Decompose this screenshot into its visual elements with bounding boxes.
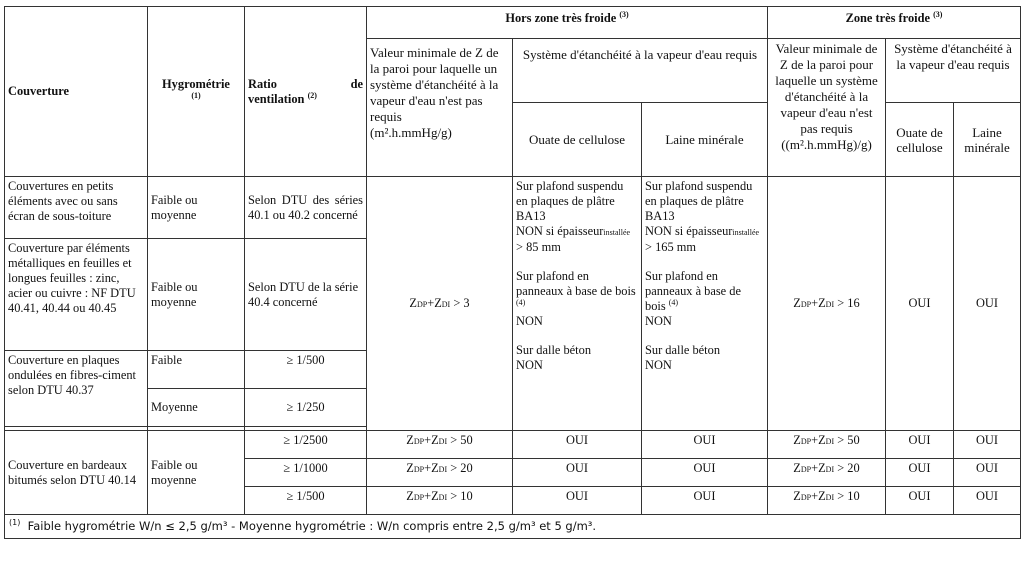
shared-oui-ouate: OUI [886, 177, 954, 431]
header-ouate-zone: Ouate de cellulose [886, 103, 954, 177]
row1-ratio: Selon DTU des séries 40.1 ou 40.2 concerné [245, 177, 367, 239]
row4-ouate: OUI [513, 459, 642, 487]
row4-laine: OUI [642, 431, 768, 459]
row1-couverture: Couvertures en petits éléments avec ou sans écran de sous-toiture [5, 177, 148, 239]
row3-hygrometrie-moyenne: Moyenne [148, 389, 245, 427]
document-page [4, 6, 1020, 539]
row4-z-zone: ZDP+ZDI > 10 [768, 487, 886, 515]
header-zone-tres-froide: Zone très froide $^{(3)}$ [768, 7, 1021, 39]
row4-z-hors: ZDP+ZDI > 20 [367, 459, 513, 487]
row2-ratio: Selon DTU de la série 40.4 concerné [245, 239, 367, 351]
header-hors-zone-tres-froide: Hors zone très froide $^{(3)}$ [367, 7, 768, 39]
row2-hygrometrie: Faible ou moyenne [148, 239, 245, 351]
row4-laine-zone: OUI [954, 487, 1021, 515]
row4-ratio: ≥ 1/2500 [245, 431, 367, 459]
shared-z-hors: ZDP+ZDI > 3 [367, 177, 513, 431]
row4-laine-zone: OUI [954, 431, 1021, 459]
header-systeme-hors: Système d'étanchéité à la vapeur d'eau requis [513, 39, 768, 103]
row4-couverture: Couverture en bardeaux bitumés selon DTU 40.14 [5, 431, 148, 515]
row3-hygrometrie-faible: Faible [148, 351, 245, 389]
header-laine-hors: Laine minérale [642, 103, 768, 177]
row1-hygrometrie: Faible ou moyenne [148, 177, 245, 239]
row4-subrow-1 [5, 431, 1021, 459]
row4-hygrometrie: Faible ou moyenne [148, 431, 245, 515]
row4-ouate-zone: OUI [886, 487, 954, 515]
header-systeme-zone: Système d'étanchéité à la vapeur d'eau requis [886, 39, 1021, 103]
shared-z-zone: ZDP+ZDI > 16 [768, 177, 886, 431]
header-hygrometrie: Hygrométrie $^{(1)}$ [148, 7, 245, 177]
row4-laine: OUI [642, 459, 768, 487]
vapour-barrier-table [4, 6, 1021, 539]
row2-couverture: Couverture par éléments métalliques en feuilles et longues feuilles : zinc, acier ou cuivre : NF DTU 40.41, 40.44 ou 40.45 [5, 239, 148, 351]
header-z-min-zone: Valeur minimale de Z de la paroi pour laquelle un système d'étanchéité à la vapeur d'eau n'est pas requis ((m².h.mmHg)/g) [768, 39, 886, 177]
row4-ouate: OUI [513, 431, 642, 459]
row4-z-hors: ZDP+ZDI > 50 [367, 431, 513, 459]
row4-z-zone: ZDP+ZDI > 50 [768, 431, 886, 459]
header-ratio-ventilation: Ratio de ventilation $^{(2)}$ [245, 7, 367, 177]
row3-couverture: Couverture en plaques ondulées en fibres-ciment selon DTU 40.37 [5, 351, 148, 427]
row4-ouate-zone: OUI [886, 431, 954, 459]
footnote: $^{(1)}$ Faible hygrométrie W/n ≤ 2,5 g/m³ - Moyenne hygrométrie : W/n compris entre 2,5 g/m³ et 5 g/m³. [5, 515, 1021, 539]
header-couverture: Couverture [5, 7, 148, 177]
row4-z-hors: ZDP+ZDI > 10 [367, 487, 513, 515]
header-z-min-hors: Valeur minimale de Z de la paroi pour laquelle un système d'étanchéité à la vapeur d'eau n'est pas requis (m².h.mmHg/g) [367, 39, 513, 177]
row4-laine: OUI [642, 487, 768, 515]
row4-z-zone: ZDP+ZDI > 20 [768, 459, 886, 487]
laine-conditions: Sur plafond suspendu en plaques de plâtre BA13 NON si épaisseurinstallée > 165 mm Sur plafond en panneaux à base de bois $^{(4)}$ NON Sur dalle béton NON [642, 177, 768, 431]
row4-ratio: ≥ 1/1000 [245, 459, 367, 487]
header-ouate-hors: Ouate de cellulose [513, 103, 642, 177]
row4-ouate-zone: OUI [886, 459, 954, 487]
header-laine-zone: Laine minérale [954, 103, 1021, 177]
row3-ratio-faible: ≥ 1/500 [245, 351, 367, 389]
shared-oui-laine: OUI [954, 177, 1021, 431]
ouate-conditions: Sur plafond suspendu en plaques de plâtre BA13 NON si épaisseurinstallée > 85 mm Sur plafond en panneaux à base de bois $^{(4)}$ NON Sur dalle béton NON [513, 177, 642, 431]
row4-laine-zone: OUI [954, 459, 1021, 487]
row4-ratio: ≥ 1/500 [245, 487, 367, 515]
row4-ouate: OUI [513, 487, 642, 515]
row3-ratio-moyenne: ≥ 1/250 [245, 389, 367, 427]
